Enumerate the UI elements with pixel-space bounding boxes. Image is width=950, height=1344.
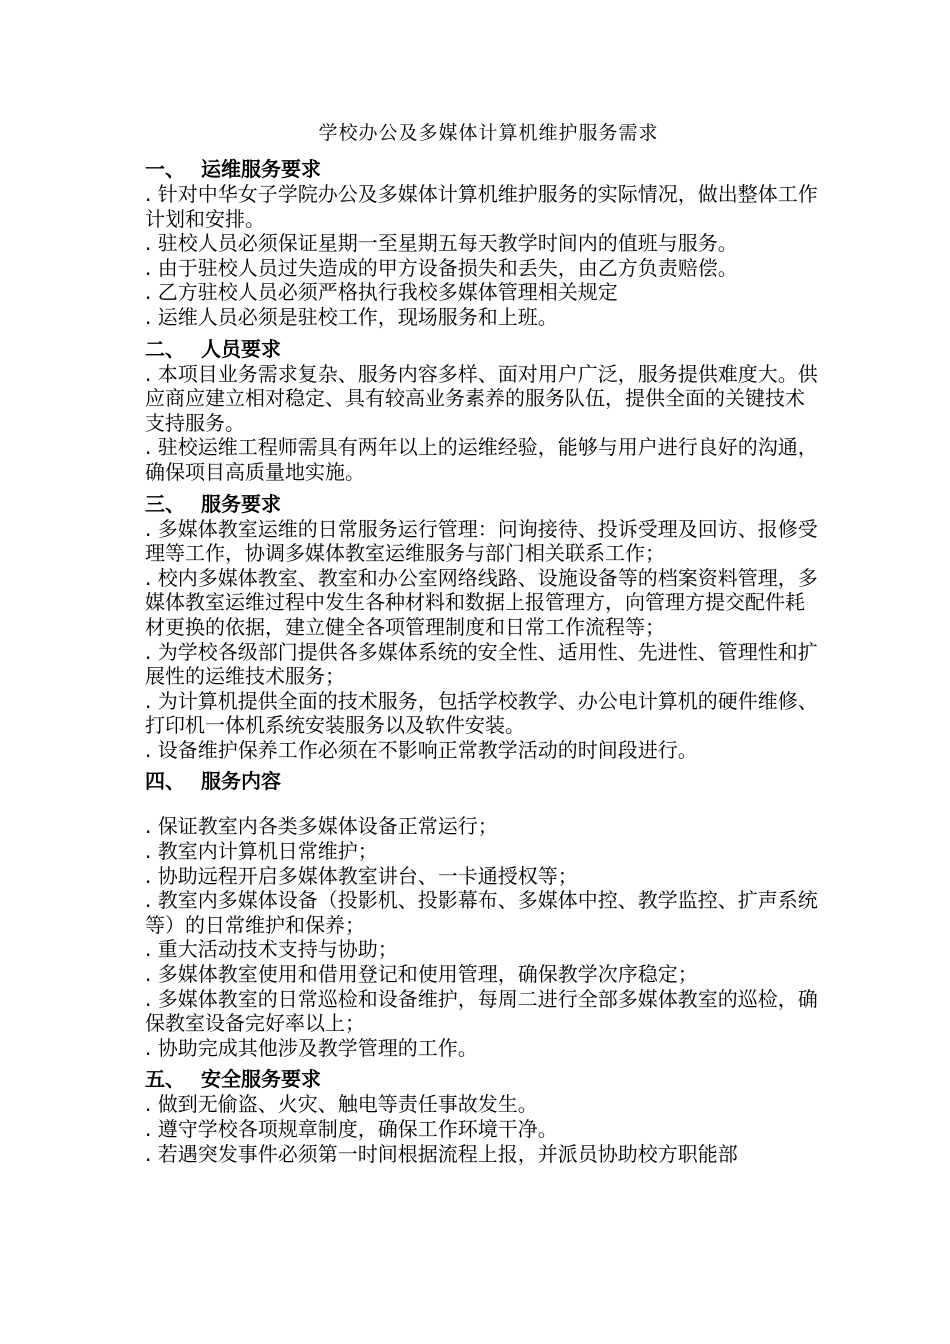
section-paragraph: . 针对中华女子学院办公及多媒体计算机维护服务的实际情况，做出整体工作计划和安排。 xyxy=(145,182,818,231)
section-number: 一、 xyxy=(145,157,185,181)
section-paragraph: . 遵守学校各项规章制度，确保工作环境干净。 xyxy=(145,1117,558,1141)
section-heading xyxy=(145,1066,820,1092)
section-paragraph: . 为计算机提供全面的技术服务，包括学校教学、办公电计算机的硬件维修、打印机一体机系统安装服务以及软件安装。 xyxy=(145,688,818,738)
section-paragraph: . 驻校人员必须保证星期一至星期五每天教学时间内的值班与服务。 xyxy=(145,231,738,256)
section-number: 四、 xyxy=(145,769,185,794)
section-paragraph: . 乙方驻校人员必须严格执行我校多媒体管理相关规定 xyxy=(145,280,618,305)
section-heading-text: 运维服务要求 xyxy=(201,157,321,181)
section-paragraph: . 协助远程开启多媒体教室讲台、一卡通授权等； xyxy=(145,863,578,888)
section-paragraph: . 校内多媒体教室、教室和办公室网络线路、设施设备等的档案资料管理，多媒体教室运维过程中发生各种材料和数据上报管理方，向管理方提交配件耗材更换的依据，建立健全各项管理制度和日常工作流程等； xyxy=(145,565,818,639)
section-paragraph: . 为学校各级部门提供各多媒体系统的安全性、适用性、先进性、管理性和扩展性的运维技术服务； xyxy=(145,639,818,689)
section-heading xyxy=(145,491,820,517)
section-paragraph: . 由于驻校人员过失造成的甲方设备损失和丢失，由乙方负责赔偿。 xyxy=(145,255,738,280)
section-heading-text: 服务要求 xyxy=(201,491,281,516)
section-number: 二、 xyxy=(145,336,185,361)
section-paragraph: . 设备维护保养工作必须在不影响正常教学活动的时间段进行。 xyxy=(145,737,698,762)
section-heading-text: 人员要求 xyxy=(201,336,281,361)
section-heading-text: 服务内容 xyxy=(201,769,281,794)
section-heading xyxy=(145,336,820,362)
section-heading-text: 安全服务要求 xyxy=(201,1067,321,1092)
section-paragraph: . 本项目业务需求复杂、服务内容多样、面对用户广泛，服务提供难度大。供应商应建立相对稳定、具有较高业务素养的服务队伍，提供全面的关键技术支持服务。 xyxy=(145,361,818,435)
section-paragraph: . 多媒体教室使用和借用登记和使用管理，确保教学次序稳定； xyxy=(145,962,698,987)
section-1 xyxy=(145,156,820,330)
section-3 xyxy=(145,491,820,763)
section-5 xyxy=(145,1066,820,1166)
section-paragraph: . 协助完成其他涉及教学管理的工作。 xyxy=(145,1035,478,1060)
document-title: 学校办公及多媒体计算机维护服务需求 xyxy=(318,122,659,144)
section-paragraph: . 做到无偷盗、火灾、触电等责任事故发生。 xyxy=(145,1092,538,1117)
blank-line xyxy=(145,794,820,814)
section-heading xyxy=(145,156,820,182)
section-paragraph: . 多媒体教室的日常巡检和设备维护，每周二进行全部多媒体教室的巡检，确保教室设备完好率以上； xyxy=(145,986,818,1036)
section-number: 三、 xyxy=(145,491,185,516)
section-paragraph: . 保证教室内各类多媒体设备正常运行； xyxy=(145,814,498,839)
section-paragraph: . 重大活动技术支持与协助； xyxy=(145,937,398,962)
section-paragraph: . 运维人员必须是驻校工作，现场服务和上班。 xyxy=(145,304,558,329)
section-heading xyxy=(145,768,820,794)
section-paragraph: . 若遇突发事件必须第一时间根据流程上报，并派员协助校方职能部 xyxy=(145,1141,738,1166)
section-paragraph: . 多媒体教室运维的日常服务运行管理：问询接待、投诉受理及回访、报修受理等工作，协调多媒体教室运维服务与部门相关联系工作； xyxy=(145,516,818,566)
section-paragraph: . 驻校运维工程师需具有两年以上的运维经验，能够与用户进行良好的沟通，确保项目高质量地实施。 xyxy=(145,435,818,484)
section-number: 五、 xyxy=(145,1067,185,1092)
section-2 xyxy=(145,336,820,485)
section-4 xyxy=(145,768,820,1060)
section-paragraph: . 教室内计算机日常维护； xyxy=(145,839,378,864)
section-paragraph: . 教室内多媒体设备（投影机、投影幕布、多媒体中控、教学监控、扩声系统等）的日常维护和保养； xyxy=(145,888,818,937)
